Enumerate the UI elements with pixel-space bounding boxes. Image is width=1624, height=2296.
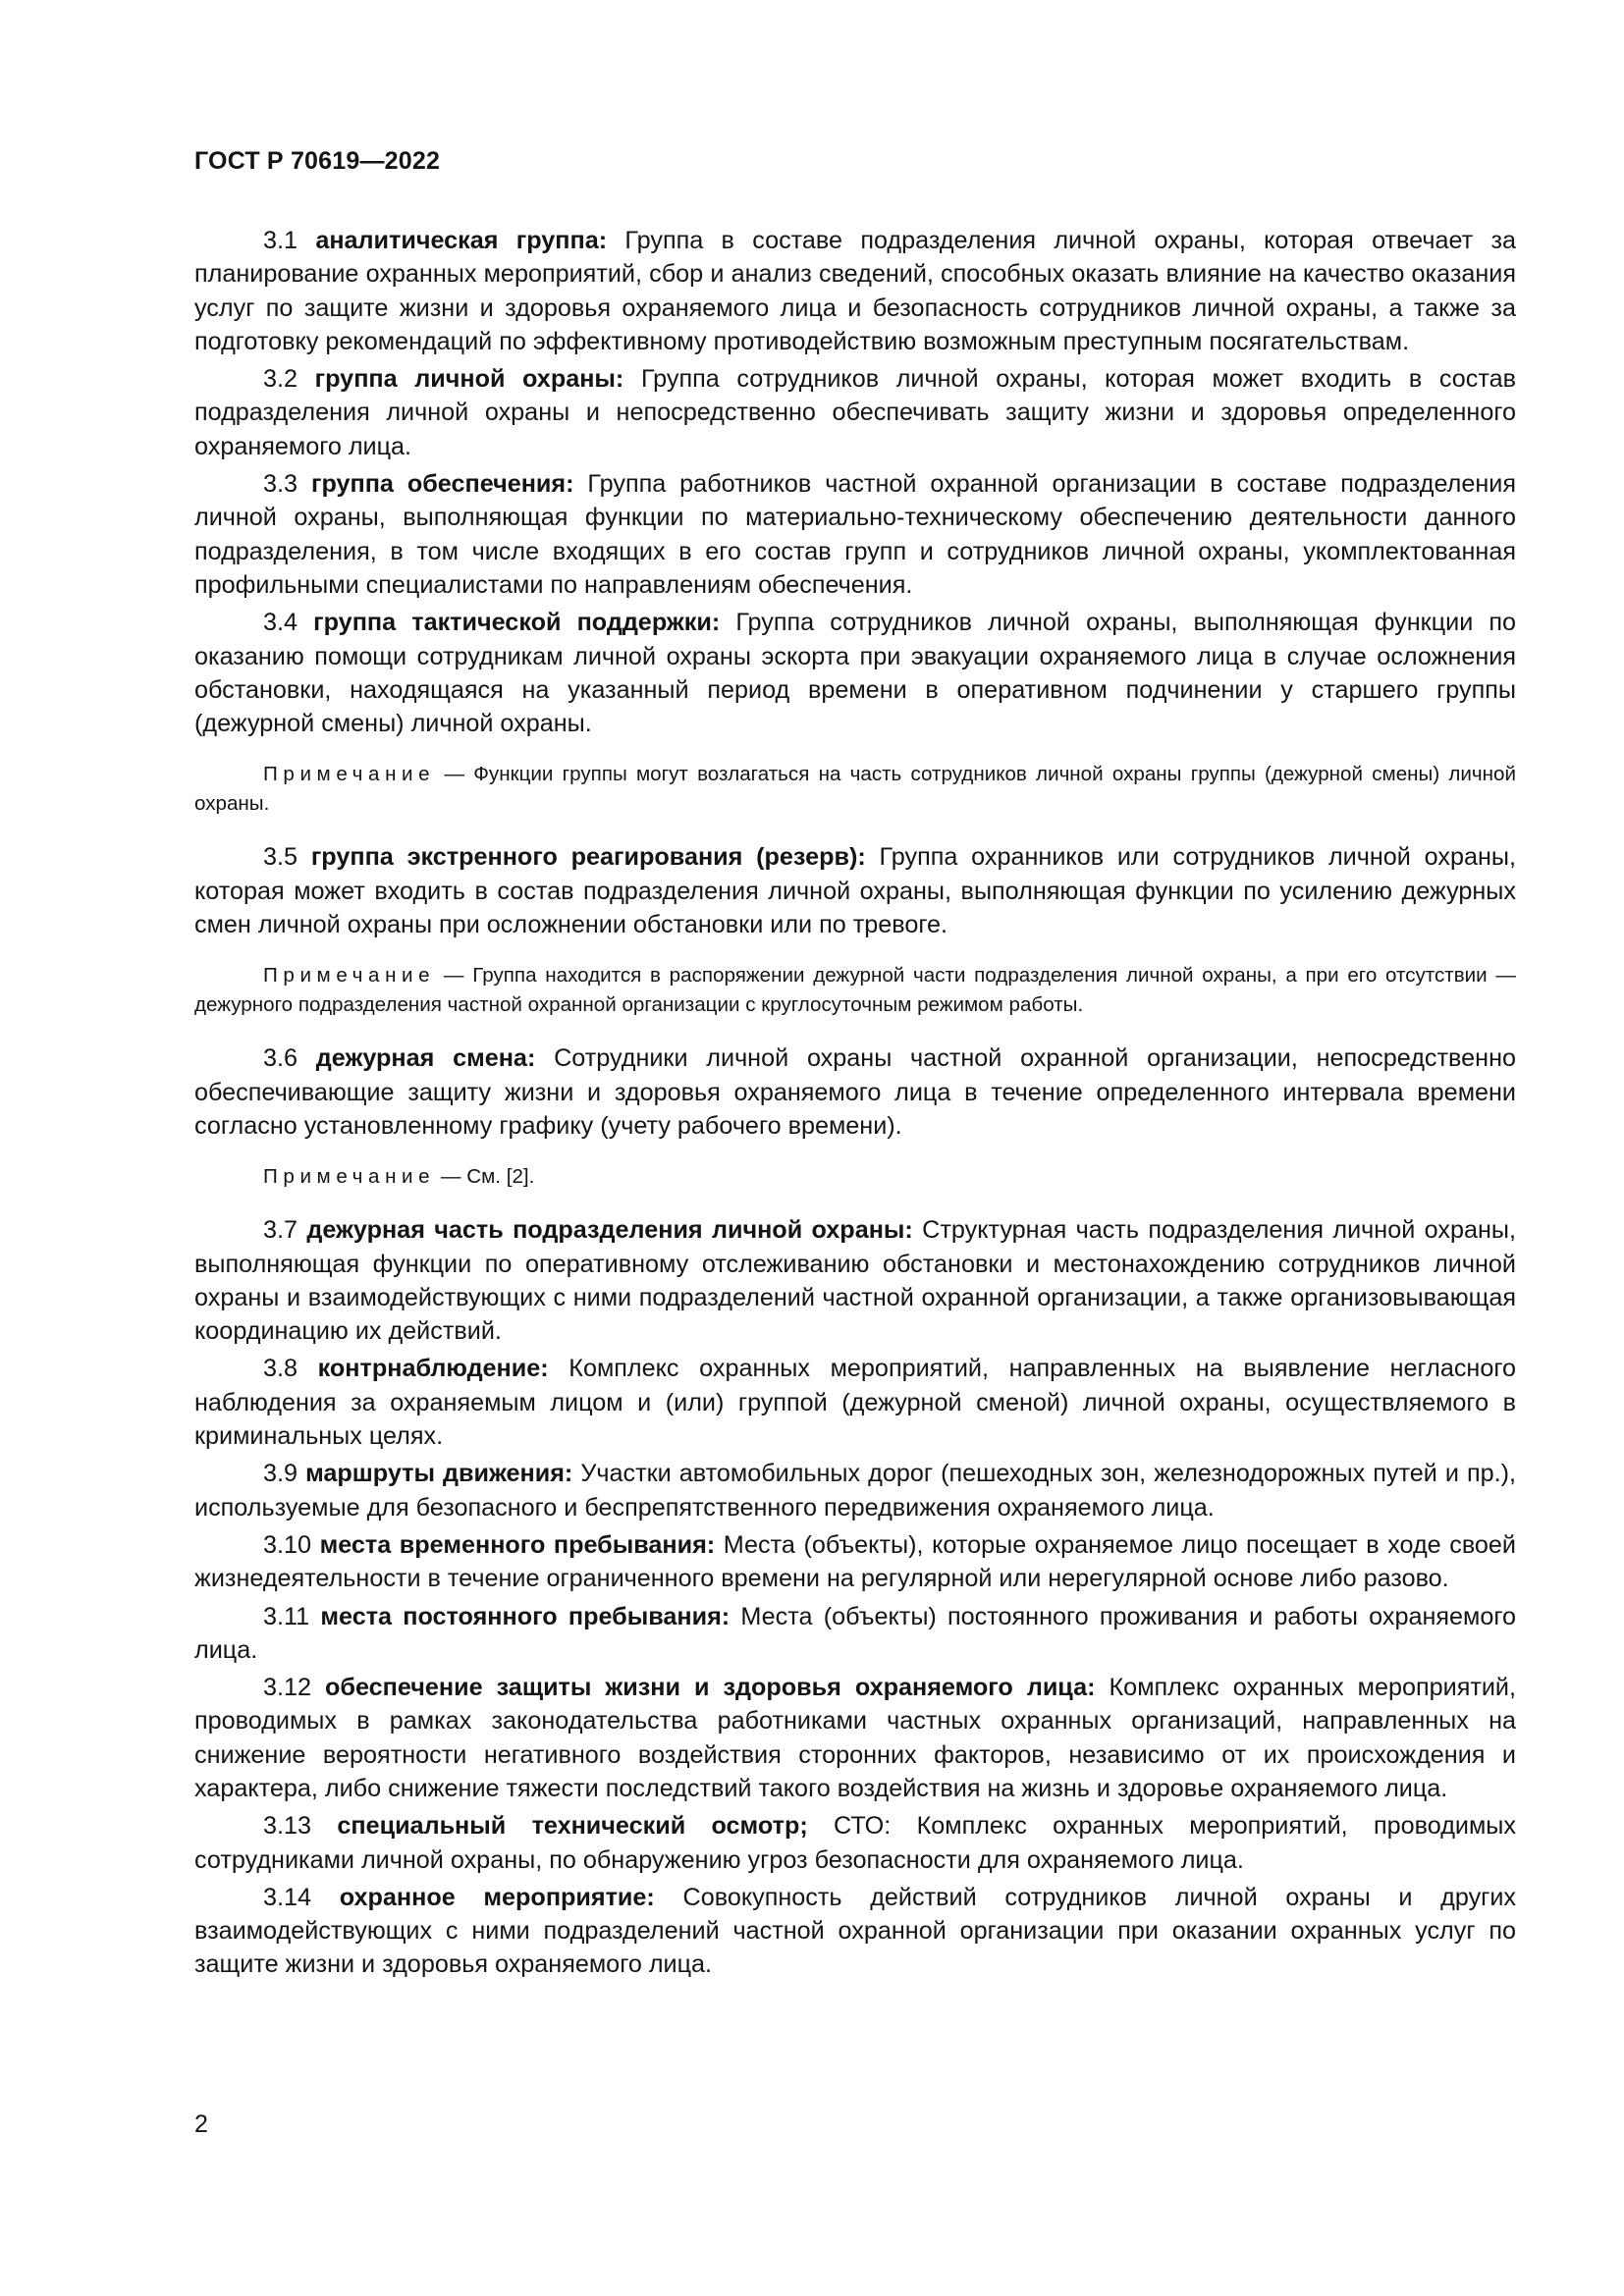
definition-number: 3.5 <box>263 843 298 872</box>
definition-item <box>194 1881 1516 1982</box>
definition-term: места постоянного пребывания: <box>320 1602 731 1630</box>
definition-term: аналитическая группа: <box>315 227 608 254</box>
note-label: Примечание <box>263 1165 436 1189</box>
note <box>194 1162 1516 1192</box>
definition-term: маршруты движения: <box>305 1460 573 1488</box>
definition-item <box>194 362 1516 463</box>
definition-number: 3.8 <box>263 1355 298 1383</box>
note-text: См. [2]. <box>466 1165 535 1189</box>
definition-term: специальный технический осмотр; <box>337 1812 808 1841</box>
definition-term: группа обеспечения: <box>310 470 574 499</box>
definition-number: 3.6 <box>263 1044 298 1073</box>
note-dash: — <box>435 763 474 786</box>
definition-number: 3.12 <box>263 1674 312 1702</box>
definition-item <box>194 1041 1516 1143</box>
definition-number: 3.3 <box>263 470 298 499</box>
definition-number: 3.14 <box>263 1883 312 1911</box>
note <box>194 961 1516 1020</box>
note-label: Примечание <box>263 964 436 988</box>
definition-text: Комплекс охранных мероприятий, проводимых в рамках законодательства работниками частных охранных организаций, направленных на снижение вероятности негативного воздействия сторонних факторов, независимо от их происхождения и характера, либо снижение тяжести последствий такого воздействия на жизнь и здоровье охраняемого лица. <box>194 1674 1517 1802</box>
definition-text: Группа работников частной охранной организации в составе подразделения личной охраны, выполняющая функции по материально-техническому обеспечению деятельности данного подразделения, в том числе входящих в его состав групп и сотрудников личной охраны, укомплектованная профильными специалистами по направлениям обеспечения. <box>194 470 1517 599</box>
note-dash: — <box>435 1165 467 1189</box>
definition-number: 3.7 <box>263 1216 298 1245</box>
page-number: 2 <box>194 2110 208 2138</box>
definition-text: Группа охранников или сотрудников личной охраны, которая может входить в состав подразделения личной охраны, выполняющая функции по усилению дежурных смен личной охраны при осложнении обстановки или по тревоге. <box>194 843 1516 939</box>
definition-number: 3.2 <box>263 365 298 394</box>
definition-term: дежурная часть подразделения личной охраны: <box>306 1216 913 1245</box>
definition-text: Группа сотрудников личной охраны, которая может входить в состав подразделения личной охраны и непосредственно обеспечивать защиту жизни и здоровья определенного охраняемого лица. <box>194 365 1516 460</box>
definition-text: Группа сотрудников личной охраны, выполняющая функции по оказанию помощи сотрудникам личной охраны эскорта при эвакуации охраняемого лица в случае осложнения обстановки, находящаяся на указанный период времени в оперативном подчинении у старшего группы (дежурной смены) личной охраны. <box>194 609 1517 738</box>
definition-text: СТО: Комплекс охранных мероприятий, проводимых сотрудниками личной охраны, по обнаружению угроз безопасности для охраняемого лица. <box>194 1812 1516 1874</box>
definition-term: обеспечение защиты жизни и здоровья охраняемого лица: <box>325 1674 1096 1702</box>
note-dash: — <box>435 964 473 988</box>
definition-text: Сотрудники личной охраны частной охранной организации, непосредственно обеспечивающие защиту жизни и здоровья охраняемого лица в течение определенного интервала времени согласно установленному графику (учету рабочего времени). <box>194 1044 1516 1140</box>
definition-item <box>194 606 1516 740</box>
definition-term: охранное мероприятие: <box>339 1883 655 1911</box>
definition-text: Группа в составе подразделения личной охраны, которая отвечает за планирование охранных мероприятий, сбор и анализ сведений, способных оказать влияние на качество оказания услуг по защите жизни и здоровья охраняемого лица и безопасность сотрудников личной охраны, а также за подготовку рекомендаций по эффективному противодействию возможным преступным посягательствам. <box>194 227 1517 355</box>
note <box>194 760 1516 819</box>
document-header: ГОСТ Р 70619—2022 <box>194 147 441 175</box>
note-label: Примечание <box>263 763 436 786</box>
definition-text: Места (объекты), которые охраняемое лицо посещает в ходе своей жизнедеятельности в течение ограниченного времени на регулярной или нерегулярной основе либо разово. <box>194 1530 1516 1593</box>
definition-item <box>194 1809 1516 1877</box>
note-text: Функции группы могут возлагаться на часть сотрудников личной охраны группы (дежурной смены) личной охраны. <box>194 763 1516 816</box>
definition-term: дежурная смена: <box>315 1044 536 1073</box>
definition-term: группа тактической поддержки: <box>313 609 721 637</box>
definition-item <box>194 1528 1516 1596</box>
definition-number: 3.13 <box>263 1812 312 1841</box>
definition-number: 3.4 <box>263 609 298 637</box>
definition-term: места временного пребывания: <box>319 1530 716 1559</box>
definition-text: Участки автомобильных дорог (пешеходных зон, железнодорожных путей и пр.), используемые для безопасного и беспрепятственного передвижения охраняемого лица. <box>194 1460 1517 1522</box>
definition-item <box>194 840 1516 941</box>
definition-item <box>194 1600 1516 1668</box>
definition-number: 3.11 <box>263 1602 310 1630</box>
definition-term: группа экстренного реагирования (резерв): <box>310 843 866 872</box>
definition-term: контрнаблюдение: <box>317 1355 549 1383</box>
definition-item <box>194 467 1516 602</box>
definition-text: Структурная часть подразделения личной охраны, выполняющая функции по оперативному отслеживанию обстановки и местонахождению сотрудников личной охраны и взаимодействующих с ними подразделений частной охранной организации, а также организовывающая координацию их действий. <box>194 1216 1516 1346</box>
definition-text: Места (объекты) постоянного проживания и работы охраняемого лица. <box>194 1602 1517 1664</box>
note-text: Группа находится в распоряжении дежурной части подразделения личной охраны, а при его отсутствии — дежурного подразделения частной охранной организации с круглосуточным режимом работы. <box>194 964 1516 1017</box>
definition-item <box>194 1457 1516 1524</box>
definition-term: группа личной охраны: <box>314 365 624 394</box>
definition-item <box>194 224 1516 358</box>
definition-text: Комплекс охранных мероприятий, направленных на выявление негласного наблюдения за охраняемым лицом и (или) группой (дежурной сменой) личной охраны, осуществляемого в криминальных целях. <box>194 1355 1516 1451</box>
definition-item <box>194 1213 1516 1348</box>
definition-text: Совокупность действий сотрудников личной охраны и других взаимодействующих с ними подразделений частной охранной организации при оказании охранных услуг по защите жизни и здоровья охраняемого лица. <box>194 1883 1517 1979</box>
definition-item <box>194 1352 1516 1453</box>
definition-number: 3.10 <box>263 1530 312 1559</box>
definition-number: 3.9 <box>263 1460 298 1488</box>
definition-item <box>194 1671 1516 1805</box>
definition-number: 3.1 <box>263 227 298 254</box>
definitions-section <box>194 224 1516 1986</box>
